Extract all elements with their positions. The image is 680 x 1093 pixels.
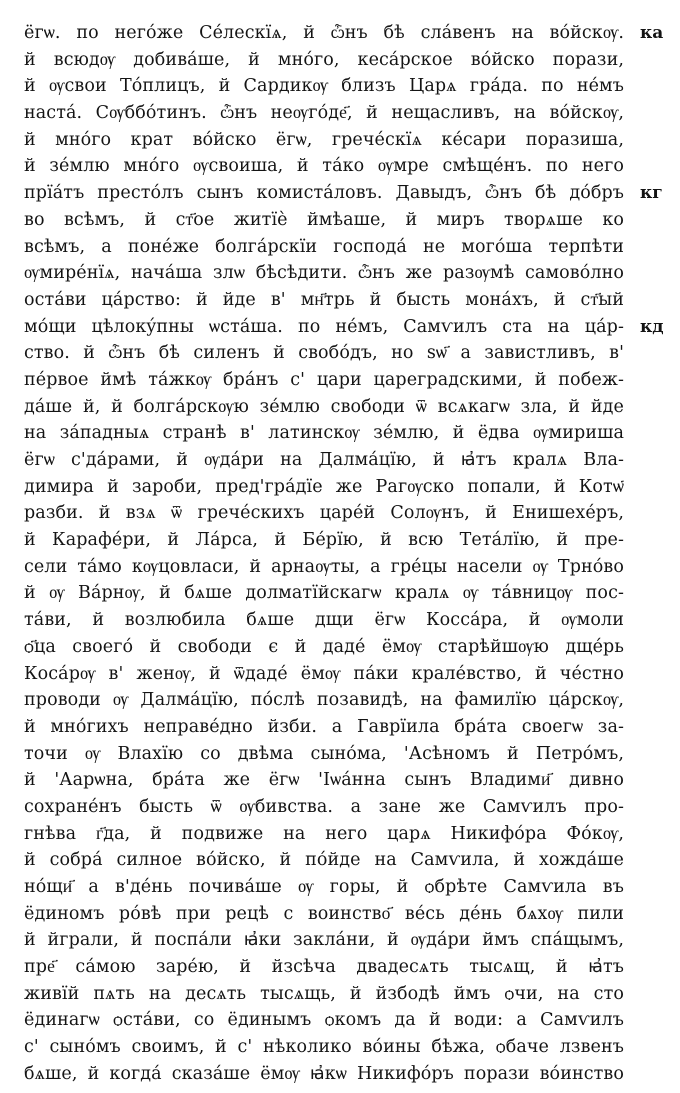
text-line-30: сохранéнъ бысть ѿ ѹбивства. а зане же Самѵилъ про- bbox=[24, 796, 624, 817]
text-line-34: ёдиномъ рóвѣ при рецѣ с воинство҃ вéсь дéнь бѧхѹ пили bbox=[24, 903, 624, 924]
text-line-19: разби. й взѧ ѿ гречéскихъ царéй Солѹнъ, й Енишехéръ, bbox=[24, 503, 624, 524]
text-line-12: мóщи цѣлокýпны ѡстáша. по нéмъ, Самѵилъ ста на цáр- bbox=[24, 316, 624, 337]
text-line-17: ёгѡ с'дáрами, й ѹдáри на Далмáцїю, й ꙗ҆тъ кралѧ Вла- bbox=[24, 450, 624, 470]
text-line-14: пéрвое ймѣ тáжкѹ брáнъ с' цари цареградскими, й побеж- bbox=[24, 369, 624, 390]
text-line-18: димира й зароби, пред'грáдїе же Рагѹско попали, й Котѡ҃ bbox=[24, 476, 624, 497]
text-line-15: дáше й, й болгáрскѹю зéмлю свободи ѿ всѧкагѡ зла, й йде bbox=[24, 396, 624, 417]
text-line-4: настá. Сѹббóтинъ. ѽнъ неѹгóде҃, й нещасливъ, на вóйскѹ, bbox=[24, 103, 624, 124]
text-line-3: й ѹсвои Тóплицъ, й Сардикѹ близъ Царѧ грáда. по нéмъ bbox=[24, 76, 624, 97]
text-line-10: ѹмирéнїѧ, начáша злѡ бѣсѣдити. ѽнъ же разѹмѣ самовóлно bbox=[24, 263, 624, 284]
text-line-40: бѧше, й когдá сказáше ёмѹ ꙗ҆кѡ Никифóръ порази вóинство bbox=[24, 1063, 624, 1084]
text-line-21: сели тáмо кѹцовласи, й арнаѹты, а грéцы насели ѹ Трнóво bbox=[24, 556, 624, 577]
text-line-29: й 'Аарѡна, брáта же ёгѡ 'Іѡáнна сынъ Владими҃ дивно bbox=[24, 770, 624, 791]
text-column bbox=[24, 20, 624, 1088]
text-line-16: на зáпадныѧ странѣ в' латинскѹ зéмлю, й ёдва ѹмириша bbox=[24, 423, 624, 444]
text-line-23: тáви, й возлюбила бѧше дщи ёгѡ Коссáра, й ѹмоли bbox=[24, 610, 624, 631]
text-line-37: живїй пѧть на десѧть тысѧщь, й йзбодѣ ймъ ѻчи, на сто bbox=[24, 983, 624, 1004]
text-line-25: Косáрѹ в' женѹ, й ѿдадé ёмѹ пáки кралéвство, й чéстно bbox=[24, 663, 624, 684]
text-line-31: гнѣва г҃да, й подвиже на него царѧ Никифóра Фóкѹ, bbox=[24, 823, 624, 844]
text-line-9: всѣмъ, а понéже болгáрскїи господá не могóша терпѣти bbox=[24, 236, 624, 257]
text-line-36: пре҃ сáмою зарéю, й йзсѣча двадесѧть тысѧщ, й ꙗ҆тъ bbox=[24, 957, 624, 978]
margin-number: ка bbox=[640, 23, 664, 43]
text-line-8: во всѣмъ, й ст҃ое житїѐ ймѣаше, й миръ творѧше ко bbox=[24, 209, 624, 230]
text-line-11: остáви цáрство: й йде в' мн҃трь й бысть монáхъ, й ст҃ый bbox=[24, 289, 624, 310]
text-line-13: ство. й ѽнъ бѣ силенъ й свобóдъ, но ѕѡ҃ а завистливъ, в' bbox=[24, 343, 624, 364]
text-line-38: ёдинагѡ ѻстáви, со ёдинымъ ѻкомъ да й води: а Самѵилъ bbox=[24, 1010, 624, 1031]
text-line-22: й ѹ Вáрнѹ, й бѧше долматїйскагѡ кралѧ ѹ тáвницѹ пос- bbox=[24, 583, 624, 604]
text-line-39: с' сынóмъ своимъ, й с' нѣколико вóины бѣжа, ѻбаче лзвенъ bbox=[24, 1037, 624, 1058]
text-line-32: й собрá силное вóйско, й пóйде на Самѵила, й хождáше bbox=[24, 850, 624, 871]
text-line-6: й зéмлю мнóго ѹсвоиша, й тáко ѹмре смѣщéнъ. по него bbox=[24, 156, 624, 177]
text-line-1: ёгѡ. по негóже Сéлескїѧ, й ѽнъ бѣ слáвенъ на вóйскѹ. bbox=[24, 23, 624, 43]
text-line-33: нóщи҃ а в'дéнь почивáше ѹ горы, й ѻбрѣте Самѵила въ bbox=[24, 877, 624, 897]
margin-number: кд bbox=[640, 316, 664, 337]
margin-number: кг bbox=[640, 183, 663, 204]
text-line-24: ѻ҃ца своегó й свободи є й дадé ёмѹ старѣйшѹю дщéрь bbox=[24, 636, 624, 657]
text-line-35: й йграли, й поспáли ꙗ҆ки заклáни, й ѹдáри ймъ спáщымъ, bbox=[24, 930, 624, 951]
text-line-7: прїáтъ престóлъ сынъ комистáловъ. Давыдъ, ѽнъ бѣ дóбръ bbox=[24, 183, 624, 204]
text-line-26: проводи ѹ Далмáцїю, пóслѣ позавидѣ, на фамилїю цáрскѹ, bbox=[24, 690, 624, 711]
text-line-27: й мнóгихъ неправéдно йзби. а Гаврїила брáта своегѡ за- bbox=[24, 716, 624, 737]
text-line-2: й всюдѹ добивáше, й мнóго, кесáрское вóйско порази, bbox=[24, 49, 624, 70]
text-line-28: точи ѹ Влахїю со двѣма сынóма, 'Асѣномъ й Петрóмъ, bbox=[24, 743, 624, 764]
text-line-20: й Карафéри, й Лáрса, й Бéрїю, й всю Тетáлїю, й пре- bbox=[24, 530, 624, 551]
text-line-5: й мнóго крат вóйско ёгѡ, гречéскїѧ кéсари поразиша, bbox=[24, 129, 624, 150]
